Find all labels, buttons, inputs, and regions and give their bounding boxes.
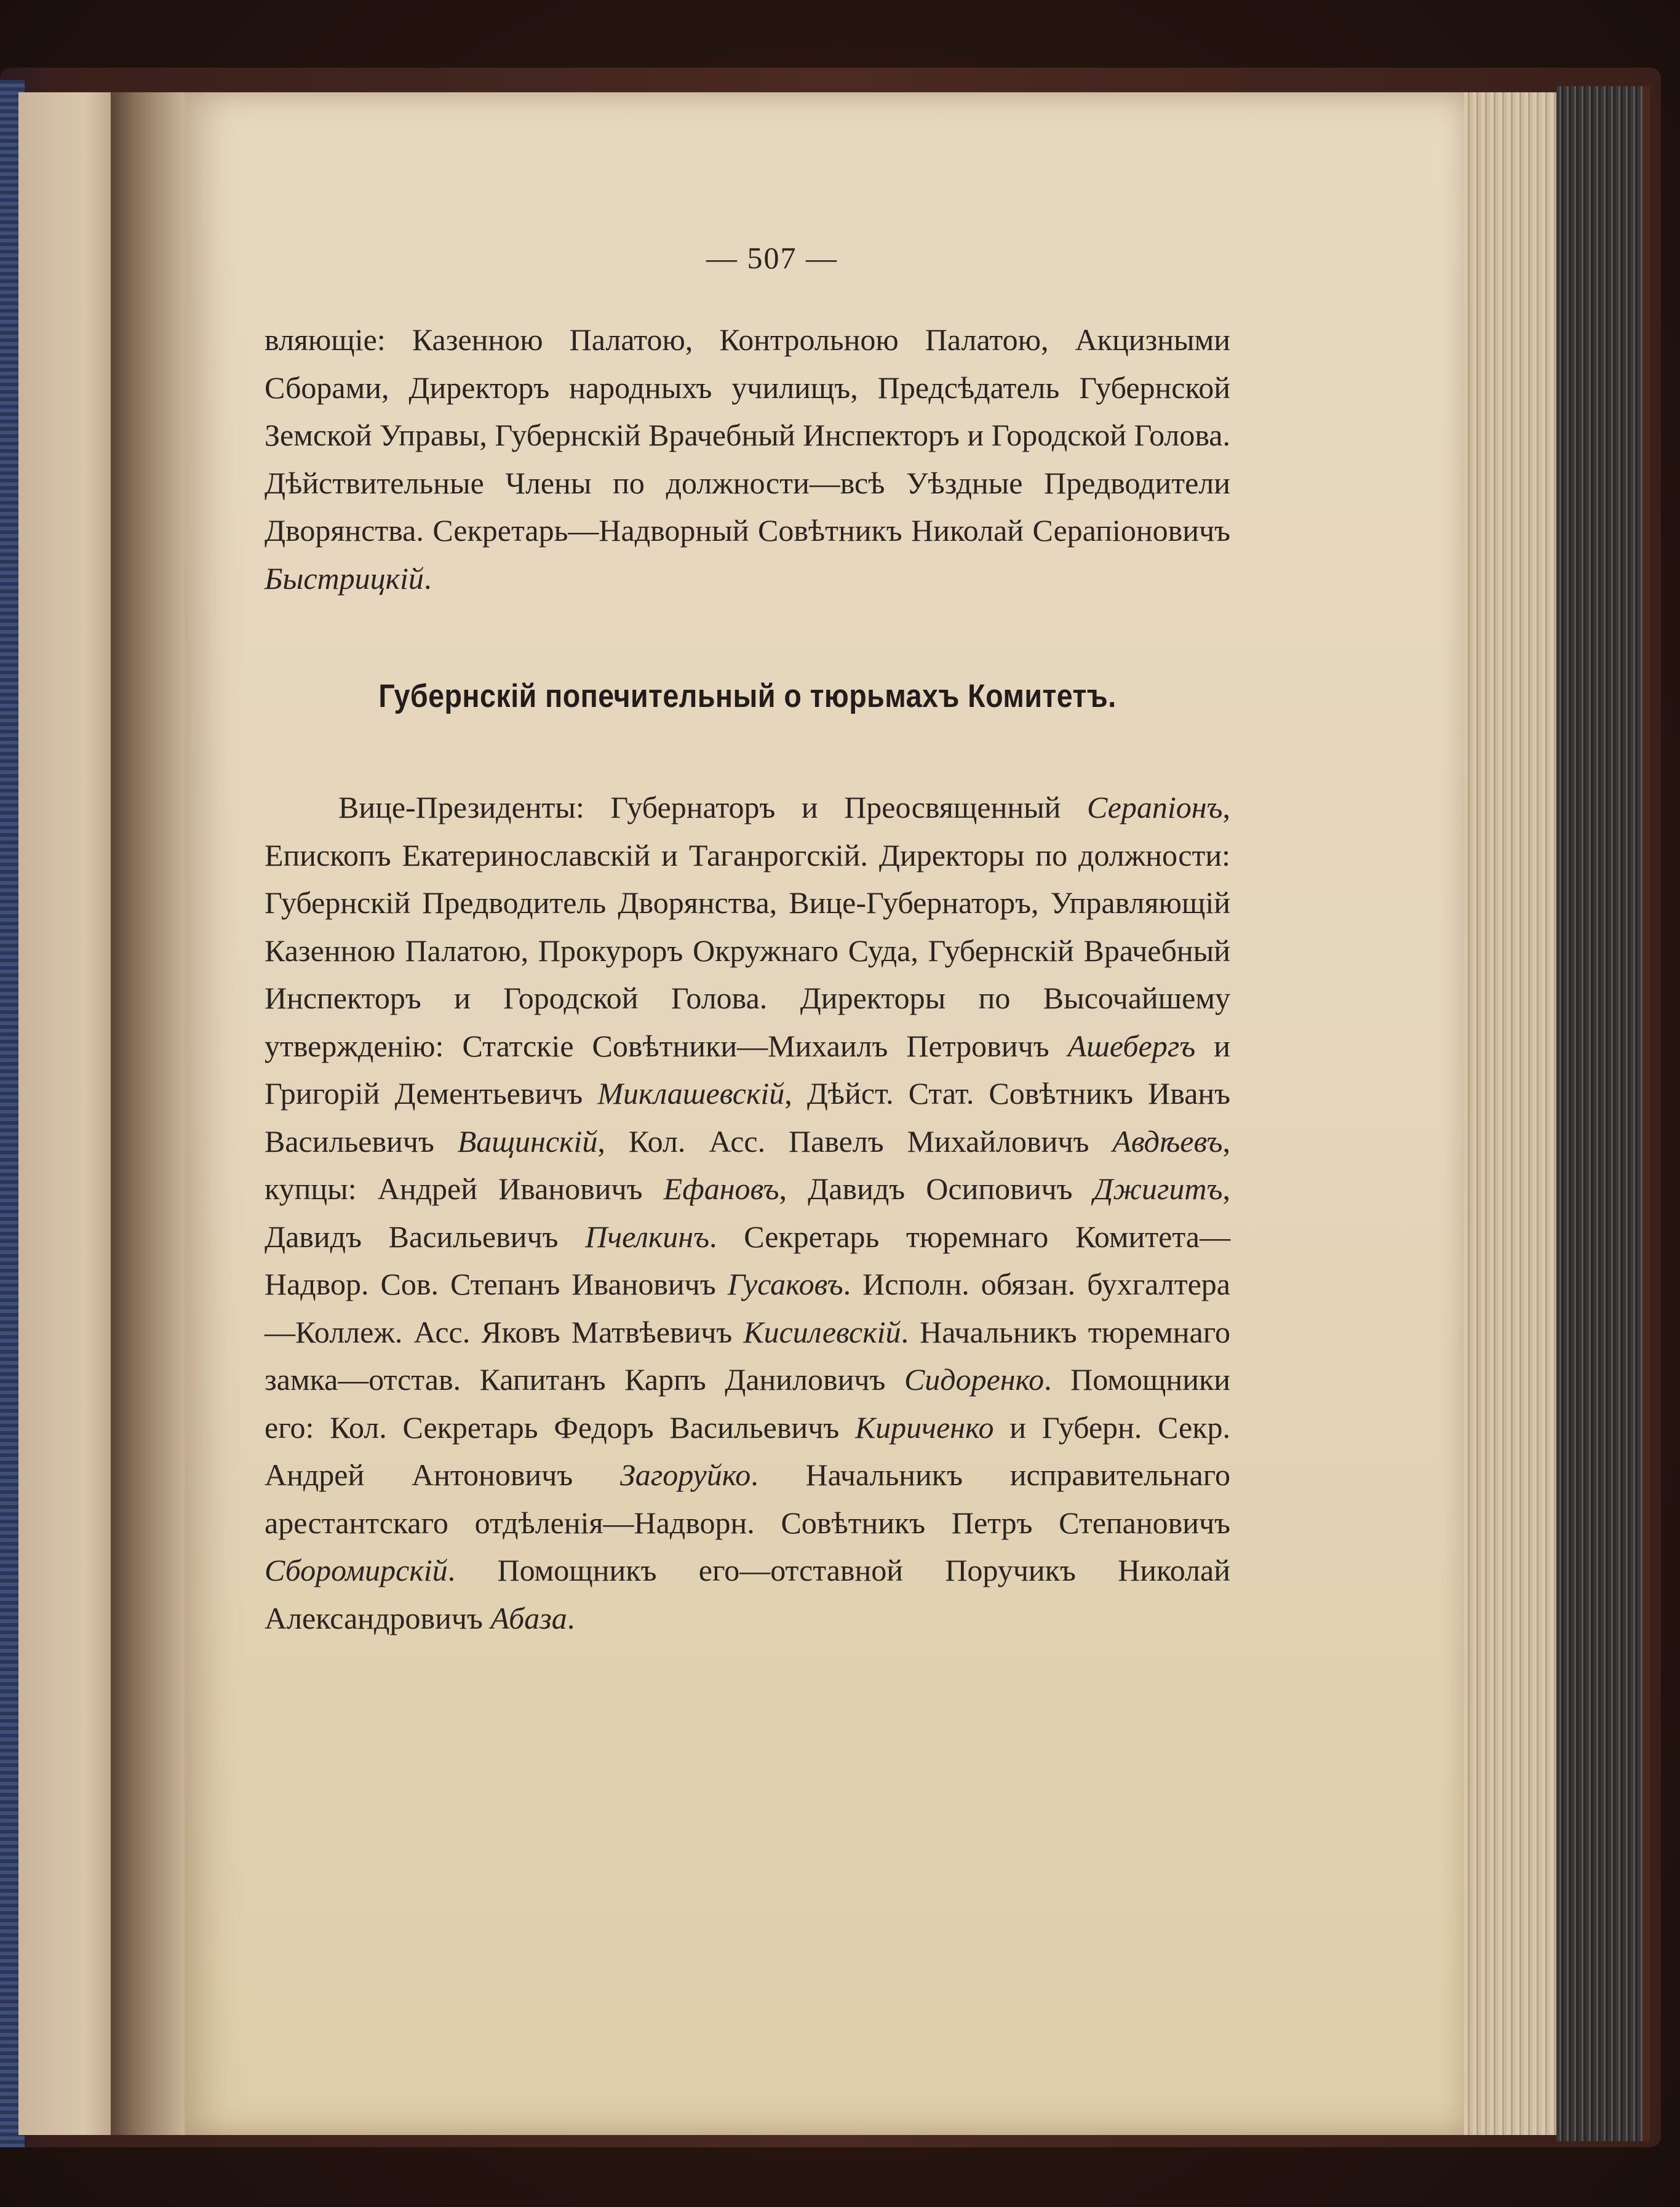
text-run: , Давидъ Осиповичъ	[779, 1171, 1094, 1206]
surname: Авдѣевъ	[1112, 1123, 1223, 1159]
text-run: и Григорій Дементьевичъ	[265, 1028, 1230, 1111]
page-stack-edges	[1464, 92, 1556, 2135]
text-run: . Секретарь тюремнаго Комитета—Надвор. Сов. Степанъ Ивановичъ	[265, 1219, 1230, 1301]
text-run: , Дѣйст. Стат. Совѣтникъ Иванъ Васильевичъ	[265, 1076, 1231, 1159]
text-run: . Начальникъ тюремнаго замка—отстав. Капитанъ Карпъ Даниловичъ	[265, 1314, 1230, 1397]
section-heading: Губернскій попечительный о тюрьмахъ Комитетъ.	[378, 678, 1117, 714]
book-spine-edges	[1556, 86, 1642, 2141]
text-run: , купцы: Андрей Ивановичъ	[265, 1123, 1230, 1206]
text-run: .	[423, 561, 432, 596]
text-run: Вице-Президенты: Губернаторъ и Преосвященный	[338, 790, 1087, 824]
surname: Ашебергъ	[1067, 1028, 1196, 1063]
surname: Кириченко	[854, 1410, 994, 1445]
surname: Ефановъ	[663, 1171, 779, 1206]
text-run: . Помощникъ его—отставной Поручикъ Николай Александровичъ	[265, 1553, 1230, 1635]
page-content	[265, 240, 1230, 1642]
surname: Быстрицкій	[265, 561, 424, 596]
paragraph-continuation	[265, 316, 1230, 602]
text-run: . Помощники его: Кол. Секретарь Федоръ Васильевичъ	[265, 1362, 1231, 1445]
book-gutter	[111, 92, 185, 2135]
surname: Кисилевскій	[743, 1314, 901, 1349]
paragraph-committee	[265, 784, 1230, 1642]
surname: Гусаковъ	[727, 1267, 843, 1301]
text-run: , Кол. Асс. Павелъ Михайловичъ	[597, 1123, 1113, 1159]
surname: Ващинскій	[457, 1123, 598, 1159]
text-run: . Начальникъ исправительнаго арестантскаго отдѣленія—Надворн. Совѣтникъ Петръ Степановичъ	[265, 1458, 1230, 1540]
surname: Миклашевскій	[597, 1076, 785, 1111]
page-number: — 507 —	[706, 241, 838, 275]
text-run: и Губерн. Секр. Андрей Антоновичъ	[265, 1410, 1230, 1492]
surname: Загоруйко	[619, 1458, 751, 1492]
surname: Джигитъ	[1093, 1171, 1223, 1206]
text-run: , Давидъ Васильевичъ	[265, 1171, 1230, 1254]
text-run: вляющіе: Казенною Палатою, Контрольною Палатою, Акцизными Сборами, Директоръ народныхъ училищъ, Предсѣдатель Губернской Земской Управы, Губернскій Врачебный Инспекторъ и Городской Голова. Дѣйствительные Члены по должности—всѣ Уѣздные Предводители Дворянства. Секретарь—Надворный Совѣтникъ Николай Серапіоновичъ	[265, 322, 1230, 548]
surname: Сидоренко	[904, 1362, 1045, 1397]
surname: Сборомирскій	[265, 1553, 448, 1587]
text-run: , Епископъ Екатеринославскій и Таганрогскій. Директоры по должности: Губернскій Предводитель Дворянства, Вице-Губернаторъ, Управляющій Казенною Палатою, Прокуроръ Окружнаго Суда, Губернскій Врачебный Инспекторъ и Городской Голова. Директоры по Высочайшему утвержденію: Статскіе Совѣтники—Михаилъ Петровичъ	[265, 790, 1230, 1063]
surname: Абаза	[490, 1600, 567, 1635]
surname: Пчелкинъ	[585, 1219, 710, 1254]
text-run: .	[567, 1600, 575, 1635]
text-run: . Исполн. обязан. бухгалтера—Коллеж. Асс. Яковъ Матвѣевичъ	[265, 1267, 1230, 1349]
surname: Серапіонъ	[1086, 790, 1223, 824]
